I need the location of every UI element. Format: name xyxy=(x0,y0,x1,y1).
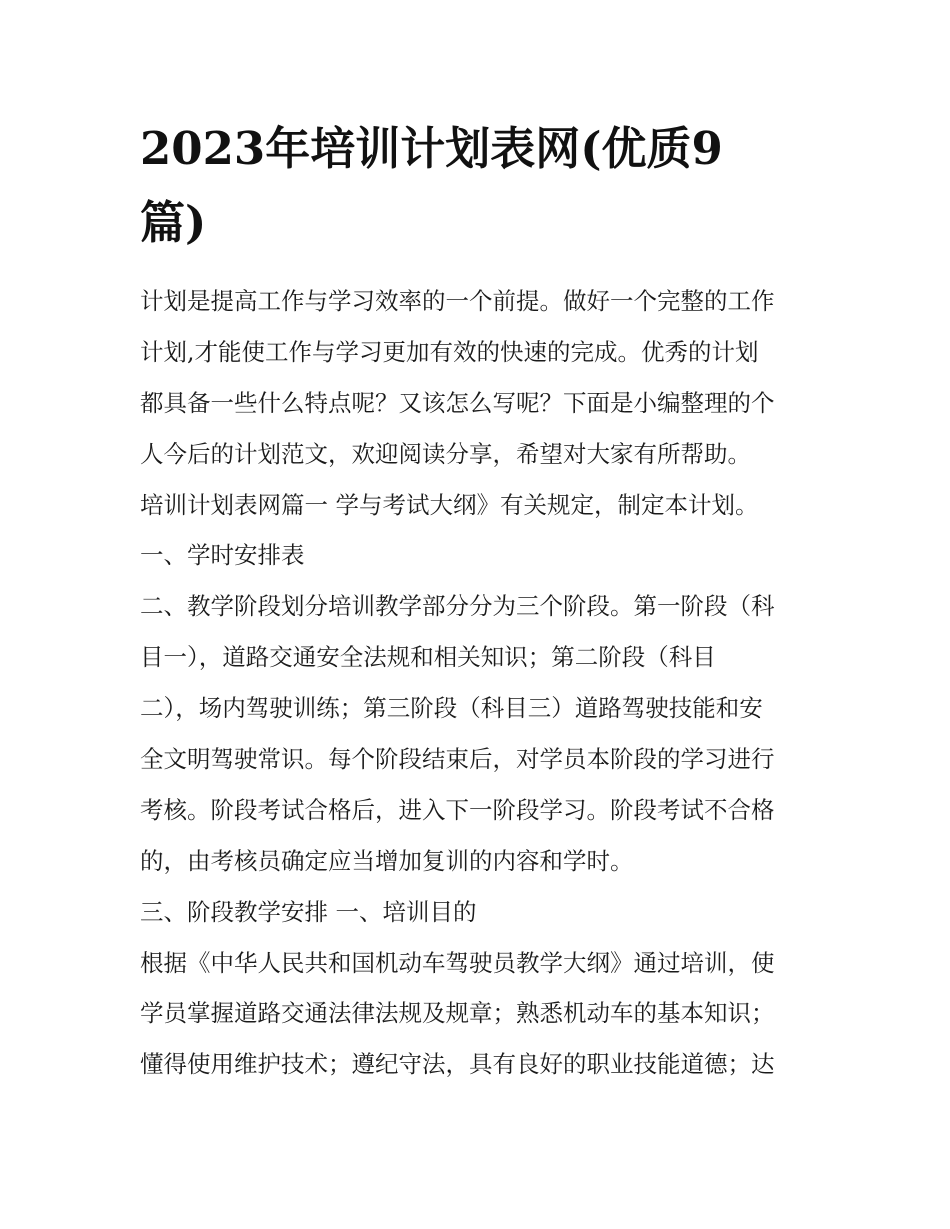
body-line: 学员掌握道路交通法律法规及规章；熟悉机动车的基本知识； xyxy=(140,999,775,1028)
body-line: 计划,才能使工作与学习更加有效的快速的完成。优秀的计划 xyxy=(140,337,759,366)
body-line: 都具备一些什么特点呢？又该怎么写呢？下面是小编整理的个 xyxy=(140,388,775,417)
title-line-1: 2023年培训计划表网(优质9 xyxy=(140,122,723,175)
body-line: 懂得使用维护技术；遵纪守法，具有良好的职业技能道德；达 xyxy=(140,1050,775,1079)
body-line: 全文明驾驶常识。每个阶段结束后，对学员本阶段的学习进行 xyxy=(140,745,775,774)
body-line: 培训计划表网篇一 学与考试大纲》有关规定，制定本计划。 xyxy=(140,490,759,519)
body-line: 二、教学阶段划分培训教学部分分为三个阶段。第一阶段（科 xyxy=(140,592,775,621)
document-title xyxy=(140,112,820,260)
body-line: 目一），道路交通安全法规和相关知识；第二阶段（科目 xyxy=(140,643,716,672)
section-heading: 三、阶段教学安排 一、培训目的 xyxy=(140,897,477,926)
section-heading: 一、学时安排表 xyxy=(140,541,305,570)
document-body xyxy=(140,276,830,1090)
body-line: 考核。阶段考试合格后，进入下一阶段学习。阶段考试不合格 xyxy=(140,795,775,824)
body-line: 二），场内驾驶训练；第三阶段（科目三）道路驾驶技能和安 xyxy=(140,694,763,723)
body-line: 计划是提高工作与学习效率的一个前提。做好一个完整的工作 xyxy=(140,287,775,315)
body-line: 的，由考核员确定应当增加复训的内容和学时。 xyxy=(140,846,634,875)
title-line-2: 篇) xyxy=(140,196,207,249)
body-line: 根据《中华人民共和国机动车驾驶员教学大纲》通过培训，使 xyxy=(140,948,775,977)
body-line: 人今后的计划范文，欢迎阅读分享，希望对大家有所帮助。 xyxy=(140,439,751,468)
